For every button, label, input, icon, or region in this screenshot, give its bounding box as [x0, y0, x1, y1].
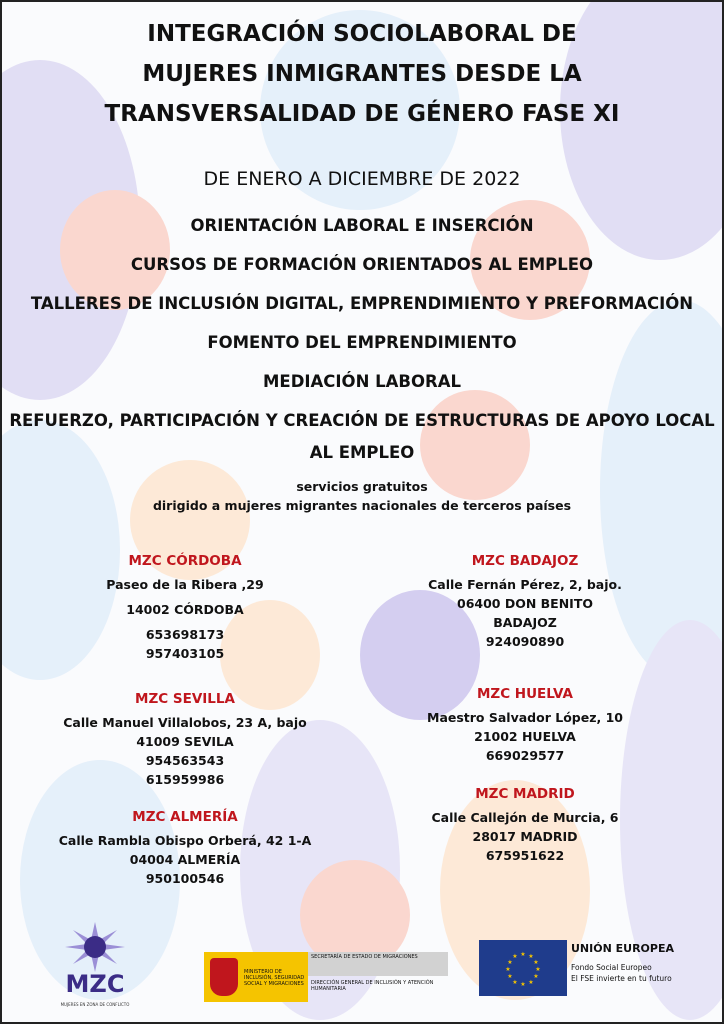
office-huelva — [375, 685, 675, 765]
star-icon — [65, 922, 125, 972]
title-line: INTEGRACIÓN SOCIOLABORAL DE — [147, 21, 577, 47]
svg-text:★: ★ — [520, 951, 526, 958]
office-badajoz — [375, 552, 675, 651]
service-item: ORIENTACIÓN LABORAL E INSERCIÓN — [190, 216, 534, 235]
eu-motto: El FSE invierte en tu futuro — [571, 974, 672, 983]
office-address: Paseo de la Ribera ,29 — [106, 577, 264, 592]
mzc-logo — [50, 930, 140, 1010]
free-services-note: servicios gratuitos — [296, 479, 428, 494]
office-madrid — [375, 785, 675, 865]
office-sevilla — [35, 690, 335, 789]
office-phone: 653698173 — [145, 627, 225, 642]
eu-title: UNIÓN EUROPEA — [571, 942, 674, 955]
target-audience-note: dirigido a mujeres migrantes nacionales de terceros países — [152, 498, 572, 513]
office-city: 14002 CÓRDOBA — [126, 602, 244, 617]
office-name: MZC ALMERÍA — [132, 809, 238, 825]
ministerio-block — [204, 952, 308, 1002]
title-line: MUJERES INMIGRANTES DESDE LA — [142, 61, 582, 87]
svg-text:★: ★ — [507, 973, 513, 980]
office-city: 41009 SEVILA — [136, 734, 234, 749]
eu-fund-text — [571, 962, 672, 984]
service-item: AL EMPLEO — [309, 443, 415, 462]
svg-text:★: ★ — [533, 959, 539, 966]
mzc-logo-subtitle: MUJERES EN ZONA DE CONFLICTO — [60, 1002, 130, 1007]
service-item: FOMENTO DEL EMPRENDIMIENTO — [207, 333, 517, 352]
svg-text:★: ★ — [505, 966, 511, 973]
svg-text:★: ★ — [528, 953, 534, 960]
office-phone: 675951622 — [485, 848, 565, 863]
secretaria-block — [308, 952, 448, 1002]
office-phone: 615959986 — [145, 772, 225, 787]
office-city: 06400 DON BENITO — [457, 596, 593, 611]
svg-text:★: ★ — [533, 973, 539, 980]
office-name: MZC MADRID — [475, 786, 575, 802]
service-item: CURSOS DE FORMACIÓN ORIENTADOS AL EMPLEO — [130, 255, 594, 274]
office-name: MZC CÓRDOBA — [128, 553, 242, 569]
office-address: Calle Fernán Pérez, 2, bajo. — [428, 577, 622, 592]
office-address: Calle Manuel Villalobos, 23 A, bajo — [63, 715, 307, 730]
coat-of-arms-icon — [210, 958, 238, 996]
secretaria-name: SECRETARÍA DE ESTADO DE MIGRACIONES — [308, 952, 448, 976]
office-almeria — [35, 808, 335, 888]
office-phone: 954563543 — [145, 753, 225, 768]
office-city: 04004 ALMERÍA — [129, 852, 241, 867]
eu-fund-name: Fondo Social Europeo — [571, 963, 652, 972]
ministerio-name: MINISTERIO DE INCLUSIÓN, SEGURIDAD SOCIAL Y MIGRACIONES — [244, 969, 305, 987]
mzc-logo-text: MZC — [65, 970, 125, 998]
office-phone: 957403105 — [145, 646, 225, 661]
eu-flag-icon — [479, 940, 567, 996]
svg-text:★: ★ — [520, 981, 526, 988]
office-phone: 950100546 — [145, 871, 225, 886]
office-phone: 924090890 — [485, 634, 565, 649]
service-item: TALLERES DE INCLUSIÓN DIGITAL, EMPRENDIMIENTO Y PREFORMACIÓN — [30, 294, 694, 313]
eu-logo — [479, 940, 679, 998]
direccion-name: DIRECCIÓN GENERAL DE INCLUSIÓN Y ATENCIÓN HUMANITARIA — [311, 980, 434, 992]
office-phone: 669029577 — [485, 748, 565, 763]
office-address: Calle Rambla Obispo Orberá, 42 1-A — [58, 833, 312, 848]
svg-text:★: ★ — [512, 979, 518, 986]
title-line: TRANSVERSALIDAD DE GÉNERO FASE XI — [104, 101, 620, 127]
svg-text:★: ★ — [528, 979, 534, 986]
office-address: Maestro Salvador López, 10 — [427, 710, 623, 725]
date-range: DE ENERO A DICIEMBRE DE 2022 — [203, 168, 521, 190]
service-item: MEDIACIÓN LABORAL — [263, 372, 461, 391]
svg-text:★: ★ — [507, 959, 513, 966]
office-city: 21002 HUELVA — [474, 729, 576, 744]
svg-text:★: ★ — [535, 966, 541, 973]
office-city: 28017 MADRID — [472, 829, 578, 844]
office-province: BADAJOZ — [493, 615, 557, 630]
poster-title — [0, 14, 724, 134]
office-name: MZC SEVILLA — [135, 691, 235, 707]
office-address: Calle Callejón de Murcia, 6 — [431, 810, 619, 825]
service-item: REFUERZO, PARTICIPACIÓN Y CREACIÓN DE ESTRUCTURAS DE APOYO LOCAL — [9, 411, 715, 430]
office-cordoba — [35, 552, 335, 663]
office-name: MZC BADAJOZ — [471, 553, 579, 569]
svg-text:★: ★ — [512, 953, 518, 960]
office-name: MZC HUELVA — [476, 686, 574, 702]
ministerio-logo — [204, 952, 448, 1002]
